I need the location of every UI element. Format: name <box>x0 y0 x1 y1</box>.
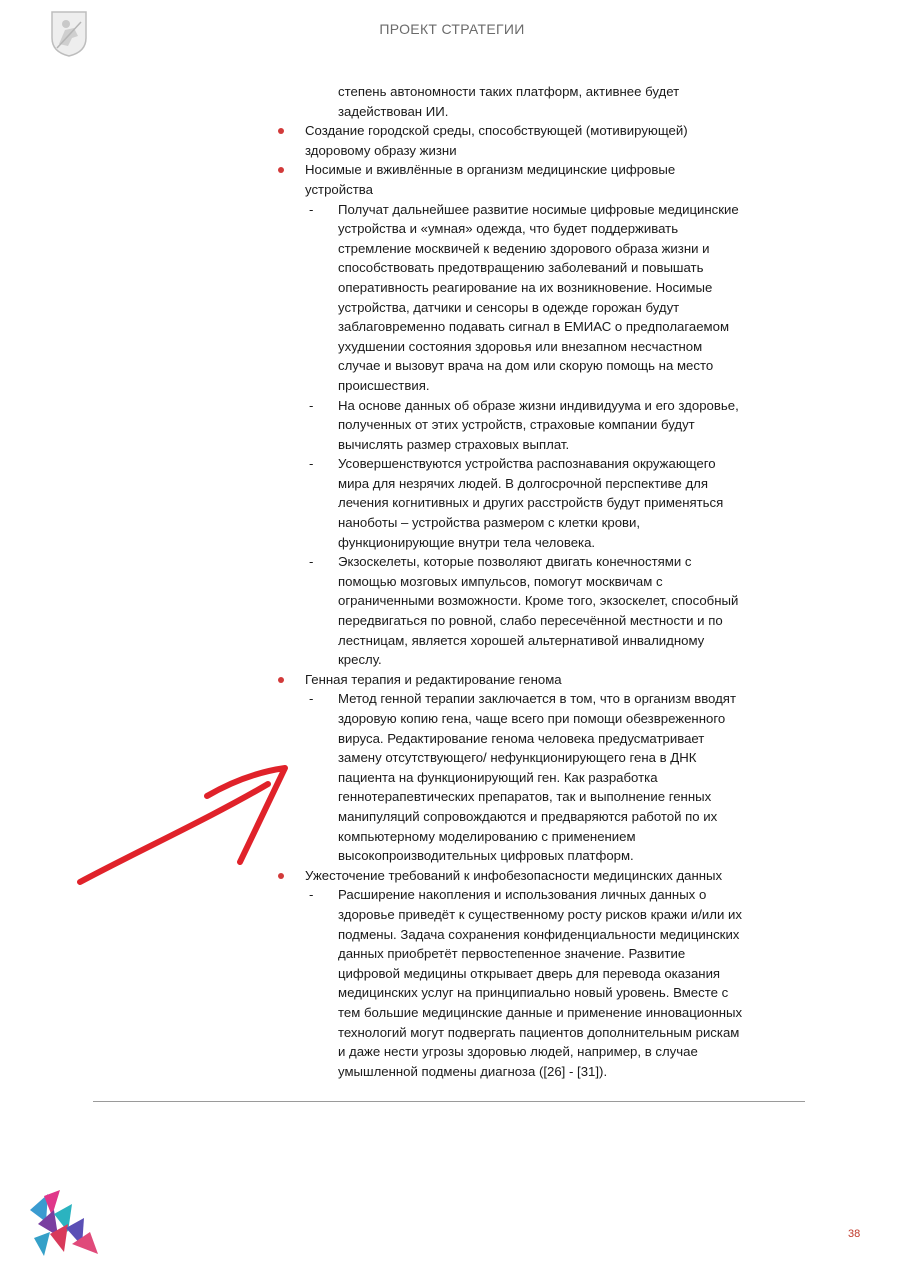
bullet-item <box>278 160 818 199</box>
text-line: медицинских услуг на принципиально новый уровень. Вместе с <box>338 985 729 1001</box>
text-line: устройства и «умная» одежда, что будет поддерживать <box>338 221 679 237</box>
page-number: 38 <box>848 1228 861 1240</box>
text-line: Ужесточение требований к инфобезопасности медицинских данных <box>305 867 723 883</box>
text-line: компьютерному моделированию с применением <box>338 828 636 844</box>
text-line: оперативность реагирование на их возникновение. Носимые <box>338 279 713 295</box>
text-line: наноботы – устройства размером с клетки крови, <box>338 515 641 531</box>
dash-marker: - <box>309 887 314 903</box>
text-line: степень автономности таких платформ, активнее будет <box>338 84 680 99</box>
text-line: Экзоскелеты, которые позволяют двигать конечностями с <box>338 554 692 570</box>
text-line: Генная терапия и редактирование генома <box>305 671 562 687</box>
text-line: ограниченными возможности. Кроме того, экзоскелет, способный <box>338 593 739 609</box>
sub-list-item <box>278 454 818 552</box>
dash-marker: - <box>309 456 314 472</box>
text-line: устройства, датчики и сенсоры в одежде горожан будут <box>338 299 680 315</box>
text-line: креслу. <box>338 652 382 668</box>
text-line: случае и вызовут врача на дом или скорую помощь на место <box>338 358 714 374</box>
bullet-dot-icon <box>278 167 284 173</box>
text-line: Метод генной терапии заключается в том, что в организм вводят <box>338 691 736 707</box>
text-line: Создание городской среды, способствующей (мотивирующей) <box>305 123 688 139</box>
text-line: На основе данных об образе жизни индивидуума и его здоровье, <box>338 397 739 413</box>
text-line: и даже нести угрозы здоровью людей, например, в случае <box>338 1044 698 1060</box>
text-line: Получат дальнейшее развитие носимые цифровые медицинские <box>338 201 739 217</box>
triangles-logo-icon <box>28 1188 104 1260</box>
text-line: подмены. Задача сохранения конфиденциальности медицинских <box>338 926 740 942</box>
text-line: пациента на функционирующий ген. Как разработка <box>338 769 658 785</box>
bullet-dot-icon <box>278 677 284 683</box>
text-line: устройства <box>305 181 373 197</box>
sub-list-item <box>278 200 818 396</box>
bullet-dot-icon <box>278 128 284 134</box>
text-line: здоровую копию гена, чаще всего при помощи обезвреженного <box>338 711 726 726</box>
bullet-item <box>278 670 818 690</box>
text-line: заблаговременно подавать сигнал в ЕМИАС о предполагаемом <box>338 319 730 335</box>
text-line: данных приобретёт первостепенное значение. Развитие <box>338 946 686 962</box>
bullet-item <box>278 866 818 886</box>
bullet-dot-icon <box>278 873 284 879</box>
dash-marker: - <box>309 691 314 707</box>
page-header-title: ПРОЕКТ СТРАТЕГИИ <box>379 21 525 37</box>
text-line: манипуляций сопровождаются и предваряются работой по их <box>338 808 718 824</box>
text-line: способствовать предотвращению заболеваний и повышать <box>338 260 704 276</box>
document-body <box>278 82 818 1081</box>
dash-marker: - <box>309 201 314 217</box>
text-line: помощью мозговых импульсов, помогут москвичам с <box>338 573 663 589</box>
text-line: мира для незрячих людей. В долгосрочной перспективе для <box>338 475 709 491</box>
text-line: тем большие медицинские данные и применение инновационных <box>338 1004 743 1020</box>
text-line: здоровье приведёт к существенному росту рисков кражи и/или их <box>338 906 742 922</box>
sub-list-item <box>278 689 818 865</box>
sub-list-item <box>278 885 818 1081</box>
text-line: ухудшении состояния здоровья или внезапном несчастном <box>338 338 703 354</box>
bullet-item <box>278 121 818 160</box>
text-line: вычислять размер страховых выплат. <box>338 436 570 452</box>
text-line: умышленной подмены диагноза ([26] - [31]). <box>338 1063 608 1079</box>
text-line: лестницам, является хорошей альтернативой инвалидному <box>338 632 705 648</box>
text-line: происшествия. <box>338 377 430 393</box>
sub-list-item <box>278 552 818 670</box>
text-line: передвигаться по ровной, слабо пересечённой местности и по <box>338 613 723 629</box>
text-line: Усовершенствуются устройства распознавания окружающего <box>338 456 716 472</box>
text-line: стремление москвичей к ведению здорового образа жизни и <box>338 240 710 256</box>
text-line: геннотерапевтических препаратов, так и выполнение генных <box>338 789 712 805</box>
text-line: Расширение накопления и использования личных данных о <box>338 887 707 903</box>
text-line: задействован ИИ. <box>338 103 449 119</box>
text-line: лечения когнитивных и других расстройств будут применяться <box>338 495 724 511</box>
dash-marker: - <box>309 397 314 413</box>
text-line: высокопроизводительных цифровых платформ. <box>338 848 634 864</box>
sub-list-item <box>278 396 818 455</box>
text-line: замену отсутствующего/ нефункционирующего гена в ДНК <box>338 750 697 766</box>
text-line: Носимые и вживлённые в организм медицинские цифровые <box>305 162 676 178</box>
text-line: цифровой медицины открывает дверь для перевода оказания <box>338 965 721 981</box>
text-line: технологий могут подвергать пациентов дополнительным рискам <box>338 1024 740 1040</box>
dash-marker: - <box>309 554 314 570</box>
text-line: функционирующие внутри тела человека. <box>338 534 596 550</box>
text-line: полученных от этих устройств, страховые компании будут <box>338 417 695 433</box>
continuation-paragraph <box>278 82 818 121</box>
text-line: здоровому образу жизни <box>305 142 457 158</box>
footer-divider <box>93 1101 805 1102</box>
text-line: вируса. Редактирование генома человека предусматривает <box>338 730 705 746</box>
